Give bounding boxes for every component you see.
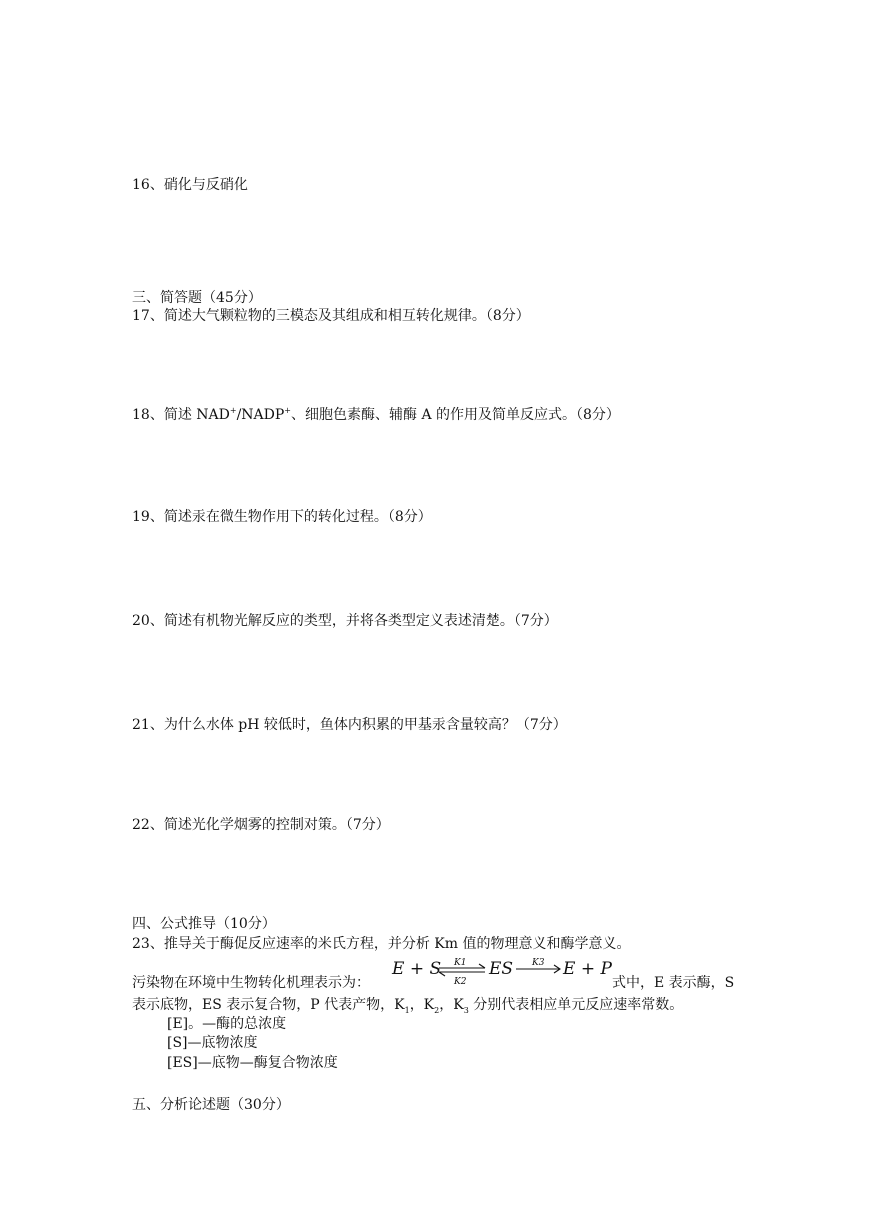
mech-text-3: ，K bbox=[439, 997, 464, 1013]
q18-prefix: 18、简述 NAD bbox=[132, 407, 230, 423]
mech-sub-1: 1 bbox=[404, 1006, 410, 1015]
question-22: 22、简述光化学烟雾的控制对策。（7分） bbox=[132, 817, 390, 833]
question-21: 21、为什么水体 pH 较低时，鱼体内积累的甲基汞含量较高？（7分） bbox=[132, 717, 567, 733]
q18-mid: /NADP bbox=[236, 407, 285, 423]
question-19: 19、简述汞在微生物作用下的转化过程。（8分） bbox=[132, 509, 432, 525]
mech-text-1: 表示底物，ES 表示复合物，P 代表产物，K bbox=[132, 997, 405, 1013]
section-3-title: 三、简答题（45分） bbox=[132, 290, 262, 306]
enzyme-reaction-formula bbox=[388, 950, 612, 994]
question-18 bbox=[132, 406, 620, 426]
definition-complex: [ES]—底物—酶复合物浓度 bbox=[167, 1055, 338, 1071]
formula-k1: K1 bbox=[454, 958, 467, 968]
question-17: 17、简述大气颗粒物的三模态及其组成和相互转化规律。（8分） bbox=[132, 308, 530, 324]
mechanism-intro: 污染物在环境中生物转化机理表示为： bbox=[132, 975, 370, 991]
definition-substrate: [S]—底物浓度 bbox=[167, 1035, 258, 1051]
mech-sub-3: 3 bbox=[463, 1006, 469, 1015]
formula-k3: K3 bbox=[532, 958, 545, 968]
question-16: 16、硝化与反硝化 bbox=[132, 177, 248, 193]
forward-arrow-head bbox=[479, 964, 485, 968]
mech-text-4: 分别代表相应单元反应速率常数。 bbox=[468, 997, 684, 1013]
section-5-title: 五、分析论述题（30分） bbox=[132, 1097, 290, 1113]
mech-sub-2: 2 bbox=[434, 1006, 440, 1015]
formula-left: E + S bbox=[392, 959, 442, 979]
q18-sup-2: + bbox=[284, 406, 291, 415]
definition-enzyme-total: [E]。—酶的总浓度 bbox=[167, 1016, 287, 1032]
q18-suffix: 、细胞色素酶、辅酶 A 的作用及简单反应式。（8分） bbox=[291, 407, 620, 423]
question-20: 20、简述有机物光解反应的类型，并将各类型定义表述清楚。（7分） bbox=[132, 613, 558, 629]
formula-middle: ES bbox=[489, 959, 514, 979]
mech-text-2: ，K bbox=[409, 997, 435, 1013]
mechanism-after-formula: 式中，E 表示酶，S bbox=[612, 975, 735, 991]
formula-right: E + P bbox=[563, 959, 612, 979]
section-4-title: 四、公式推导（10分） bbox=[132, 916, 276, 932]
question-23: 23、推导关于酶促反应速率的米氏方程，并分析 Km 值的物理意义和酶学意义。 bbox=[132, 936, 631, 952]
formula-k2: K2 bbox=[454, 977, 467, 987]
mechanism-line-2 bbox=[132, 996, 683, 1016]
q18-sup-1: + bbox=[229, 406, 237, 415]
